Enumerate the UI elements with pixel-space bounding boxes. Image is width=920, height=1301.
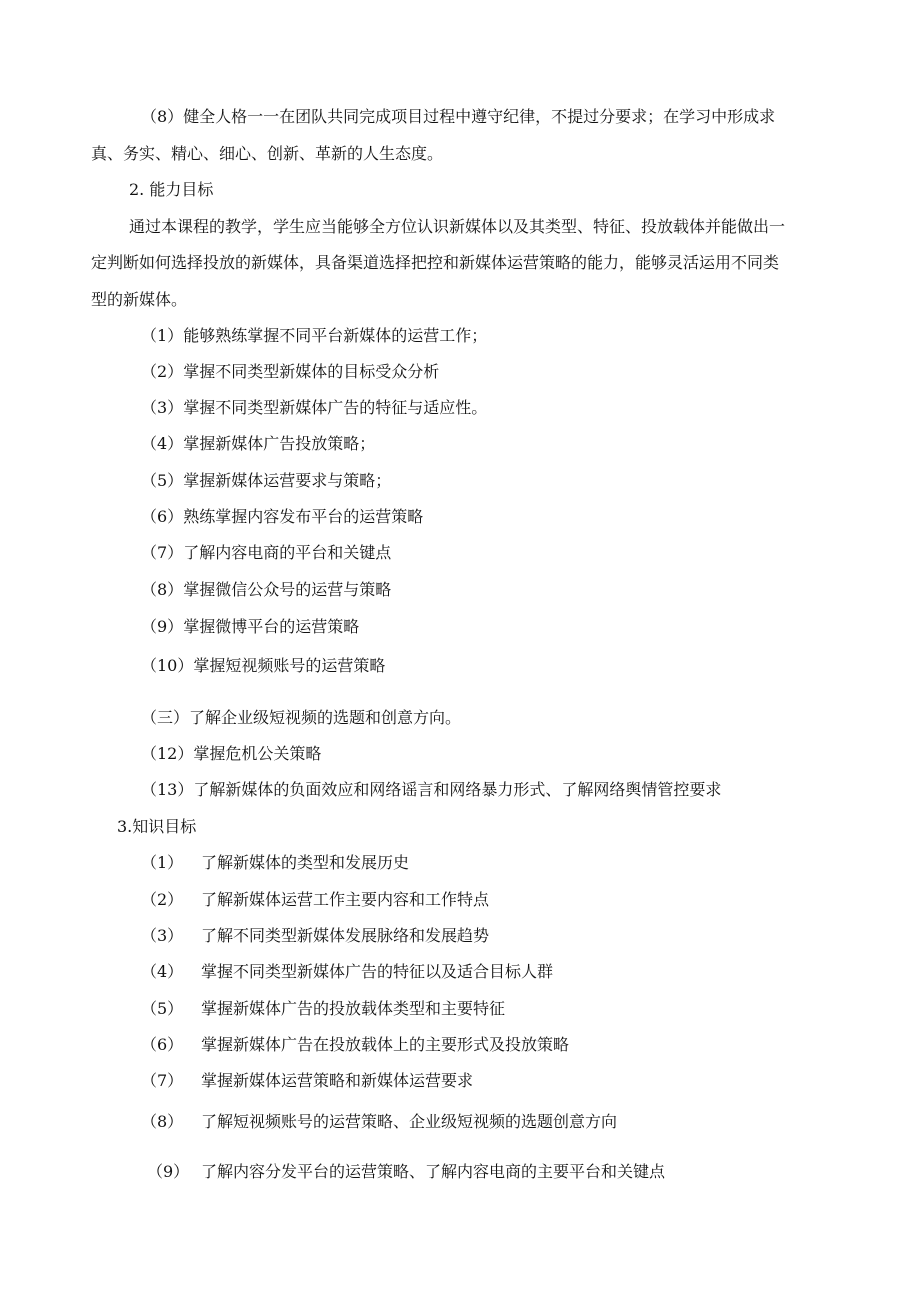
list-number: （8） — [141, 580, 184, 599]
ability-heading: 2. 能力目标 — [129, 180, 214, 199]
knowledge-item — [141, 1035, 569, 1055]
list-number: （12） — [141, 744, 194, 763]
ability-item — [141, 543, 391, 563]
list-text: 掌握新媒体运营策略和新媒体运营要求 — [201, 1071, 474, 1090]
list-text: 了解不同类型新媒体发展脉络和发展趋势 — [201, 926, 490, 945]
knowledge-item — [141, 853, 409, 873]
ability-item — [141, 434, 375, 454]
knowledge-item — [141, 962, 553, 982]
list-text: 掌握新媒体广告投放策略； — [183, 434, 376, 453]
list-number: （13） — [141, 780, 194, 799]
ability-intro-line-3: 型的新媒体。 — [91, 290, 188, 309]
knowledge-heading: 3.知识目标 — [117, 817, 197, 836]
list-text: 了解内容分发平台的运营策略、了解内容电商的主要平台和关键点 — [201, 1162, 666, 1181]
list-text: 掌握短视频账号的运营策略 — [193, 656, 386, 675]
list-number: （4） — [141, 962, 184, 981]
knowledge-item — [141, 890, 489, 910]
list-text: 能够熟练掌握不同平台新媒体的运营工作； — [183, 326, 488, 345]
ability-item — [141, 326, 487, 346]
list-text: 了解新媒体的类型和发展历史 — [201, 853, 410, 872]
ability-item — [141, 744, 321, 764]
ability-intro-line-1: 通过本课程的教学，学生应当能够全方位认识新媒体以及其类型、特征、投放载体并能做出一 — [129, 217, 786, 236]
knowledge-item — [141, 1112, 617, 1132]
list-text: 了解新媒体运营工作主要内容和工作特点 — [201, 890, 490, 909]
list-number: （2） — [141, 362, 184, 381]
list-number: （5） — [141, 999, 184, 1018]
list-number: （4） — [141, 434, 184, 453]
list-number: （9） — [147, 1162, 190, 1181]
ability-item — [141, 507, 423, 527]
ability-item — [141, 780, 721, 800]
list-text: 掌握不同类型新媒体广告的特征以及适合目标人群 — [201, 962, 554, 981]
knowledge-item — [147, 1162, 665, 1182]
knowledge-item — [141, 926, 489, 946]
ethics-item-8-line-2: 真、务实、精心、细心、创新、革新的人生态度。 — [91, 144, 444, 163]
list-number: （9） — [141, 617, 184, 636]
list-text: 掌握微博平台的运营策略 — [183, 617, 360, 636]
list-number: （3） — [141, 926, 184, 945]
ability-item — [141, 398, 487, 418]
list-text: 了解短视频账号的运营策略、企业级短视频的选题创意方向 — [201, 1112, 618, 1131]
list-text: 了解企业级短视频的选题和创意方向。 — [189, 708, 462, 727]
list-number: （6） — [141, 1035, 184, 1054]
list-number: （10） — [141, 656, 194, 675]
ability-item — [141, 362, 439, 382]
list-text: 掌握危机公关策略 — [193, 744, 322, 763]
list-number: （1） — [141, 853, 184, 872]
list-text: 掌握微信公众号的运营与策略 — [183, 580, 392, 599]
list-text: 熟练掌握内容发布平台的运营策略 — [183, 507, 424, 526]
knowledge-item — [141, 1071, 473, 1091]
list-number: （6） — [141, 507, 184, 526]
list-number: （3） — [141, 398, 184, 417]
ability-item — [141, 580, 391, 600]
ability-item — [141, 617, 359, 637]
list-number: （5） — [141, 471, 184, 490]
knowledge-item — [141, 999, 505, 1019]
list-text: 掌握新媒体运营要求与策略； — [183, 471, 392, 490]
list-number: （1） — [141, 326, 184, 345]
list-text: 掌握不同类型新媒体的目标受众分析 — [183, 362, 440, 381]
list-number: （7） — [141, 1071, 184, 1090]
ability-item — [141, 471, 391, 491]
list-text: 掌握不同类型新媒体广告的特征与适应性。 — [183, 398, 488, 417]
ethics-item-8-line-1: （8）健全人格一一在团队共同完成项目过程中遵守纪律，不提过分要求；在学习中形成求 — [141, 107, 776, 126]
list-number: （7） — [141, 543, 184, 562]
list-text: 掌握新媒体广告在投放载体上的主要形式及投放策略 — [201, 1035, 570, 1054]
list-text: 掌握新媒体广告的投放载体类型和主要特征 — [201, 999, 506, 1018]
ability-item — [141, 708, 461, 728]
list-number: （8） — [141, 1112, 184, 1131]
ability-intro-line-2: 定判断如何选择投放的新媒体，具备渠道选择把控和新媒体运营策略的能力，能够灵活运用不同类 — [91, 253, 780, 272]
list-text: 了解新媒体的负面效应和网络谣言和网络暴力形式、了解网络舆情管控要求 — [193, 780, 722, 799]
list-text: 了解内容电商的平台和关键点 — [183, 543, 392, 562]
ability-item — [141, 656, 385, 676]
list-number: （三） — [141, 708, 190, 727]
list-number: （2） — [141, 890, 184, 909]
